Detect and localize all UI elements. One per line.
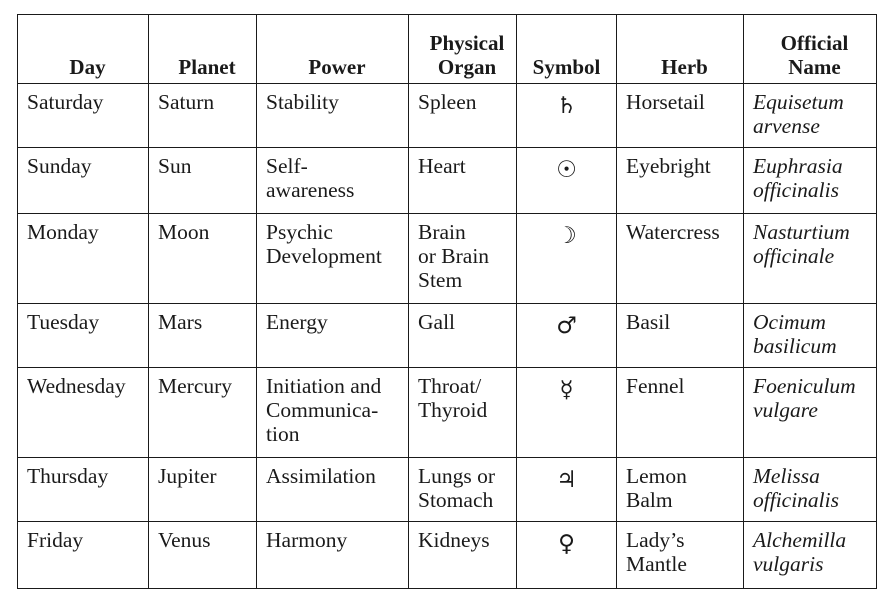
day-text: Monday [27,220,99,244]
day-cell [18,522,149,589]
symbol-cell [517,148,617,214]
power-text: Harmony [266,528,348,552]
organ-text: Stomach [418,488,494,512]
power-text: Assimilation [266,464,376,488]
herb-cell [617,368,744,458]
day-text: Friday [27,528,84,552]
header-text: Power [308,55,366,79]
official-text: Melissa [753,464,820,488]
planet-cell [149,148,257,214]
organ-cell [409,84,517,148]
table-row [18,84,877,148]
organ-cell [409,304,517,368]
official-text: Nasturtium [753,220,850,244]
power-text: Psychic [266,220,333,244]
power-text: Communica- [266,398,379,422]
official-text: officinalis [753,178,839,202]
day-text: Sunday [27,154,92,178]
herb-text: Fennel [626,374,685,398]
day-cell [18,148,149,214]
day-cell [18,214,149,304]
planet-cell [149,368,257,458]
table-body [18,84,877,589]
organ-text: Stem [418,268,463,292]
organ-text: Gall [418,310,456,334]
herb-cell [617,522,744,589]
header-text: Organ [437,55,497,79]
planet-cell [149,458,257,522]
official-text: vulgaris [753,552,824,576]
table-row [18,368,877,458]
official-text: Euphrasia [753,154,843,178]
table-row [18,522,877,589]
day-text: Thursday [27,464,109,488]
symbol-cell [517,214,617,304]
herb-cell [617,148,744,214]
table-row [18,304,877,368]
power-cell [257,84,409,148]
symbol-cell [517,522,617,589]
symbol-cell [517,304,617,368]
power-text: awareness [266,178,355,202]
organ-text: or Brain [418,244,490,268]
official-cell [744,368,877,458]
header-text: Name [788,55,841,79]
official-cell [744,458,877,522]
planet-cell [149,304,257,368]
planet-text: Jupiter [158,464,217,488]
organ-text: Lungs or [418,464,496,488]
organ-cell [409,214,517,304]
organ-text: Throat/ [418,374,482,398]
header-text: Official [780,31,849,55]
official-text: officinale [753,244,835,268]
planet-text: Mercury [158,374,233,398]
power-text: Energy [266,310,328,334]
herb-text: Eyebright [626,154,711,178]
planetary-herb-table [17,14,877,589]
planet-text: Moon [158,220,210,244]
day-cell [18,84,149,148]
symbol-cell [517,458,617,522]
header-day [18,15,149,84]
planet-cell [149,522,257,589]
organ-cell [409,458,517,522]
official-text: Equisetum [753,90,844,114]
day-text: Tuesday [27,310,100,334]
herb-text: Horsetail [626,90,705,114]
power-cell [257,148,409,214]
planet-cell [149,214,257,304]
header-herb [617,15,744,84]
day-text: Saturday [27,90,104,114]
table-row [18,458,877,522]
day-cell [18,304,149,368]
day-cell [18,368,149,458]
planet-symbol-icon: ☿ [559,377,574,403]
power-cell [257,214,409,304]
official-text: officinalis [753,488,839,512]
organ-cell [409,148,517,214]
official-text: Alchemilla [753,528,847,552]
power-text: Stability [266,90,339,114]
header-official-name [744,15,877,84]
herb-text: Basil [626,310,671,334]
official-cell [744,522,877,589]
organ-text: Spleen [418,90,477,114]
herb-cell [617,304,744,368]
planet-symbol-icon: ☉ [556,157,577,183]
official-cell [744,304,877,368]
planet-symbol-icon: ♀ [558,531,575,557]
table-row [18,214,877,304]
herb-cell [617,214,744,304]
planet-symbol-icon: ♃ [556,467,577,493]
organ-text: Thyroid [418,398,488,422]
power-text: Self- [266,154,308,178]
organ-text: Kidneys [418,528,490,552]
power-cell [257,368,409,458]
day-text: Wednesday [27,374,126,398]
organ-text: Brain [418,220,466,244]
header-text: Symbol [532,55,601,79]
planet-text: Saturn [158,90,215,114]
header-text: Planet [178,55,236,79]
day-cell [18,458,149,522]
header-planet [149,15,257,84]
herb-text: Lemon [626,464,687,488]
header-physical-organ [409,15,517,84]
power-text: Development [266,244,382,268]
planet-symbol-icon: ☽ [556,223,577,249]
header-text: Day [69,55,106,79]
official-text: Ocimum [753,310,826,334]
herb-text: Watercress [626,220,720,244]
power-text: Initiation and [266,374,382,398]
organ-cell [409,522,517,589]
planet-cell [149,84,257,148]
official-text: basilicum [753,334,837,358]
herb-cell [617,458,744,522]
herb-text: Lady’s [626,528,685,552]
herb-text: Mantle [626,552,687,576]
power-cell [257,304,409,368]
power-cell [257,458,409,522]
header-power [257,15,409,84]
official-cell [744,84,877,148]
power-cell [257,522,409,589]
header-text: Physical [429,31,505,55]
table-row [18,148,877,214]
official-cell [744,148,877,214]
header-symbol [517,15,617,84]
planet-text: Venus [158,528,211,552]
official-text: Foeniculum [753,374,856,398]
planet-symbol-icon: ♂ [556,313,577,339]
organ-text: Heart [418,154,466,178]
symbol-cell [517,84,617,148]
planet-text: Sun [158,154,192,178]
official-cell [744,214,877,304]
official-text: vulgare [753,398,818,422]
header-row [18,15,877,84]
planet-text: Mars [158,310,203,334]
symbol-cell [517,368,617,458]
herb-cell [617,84,744,148]
official-text: arvense [753,114,820,138]
header-text: Herb [661,55,708,79]
organ-cell [409,368,517,458]
herb-text: Balm [626,488,673,512]
power-text: tion [266,422,300,446]
planet-symbol-icon: ♄ [556,93,577,119]
